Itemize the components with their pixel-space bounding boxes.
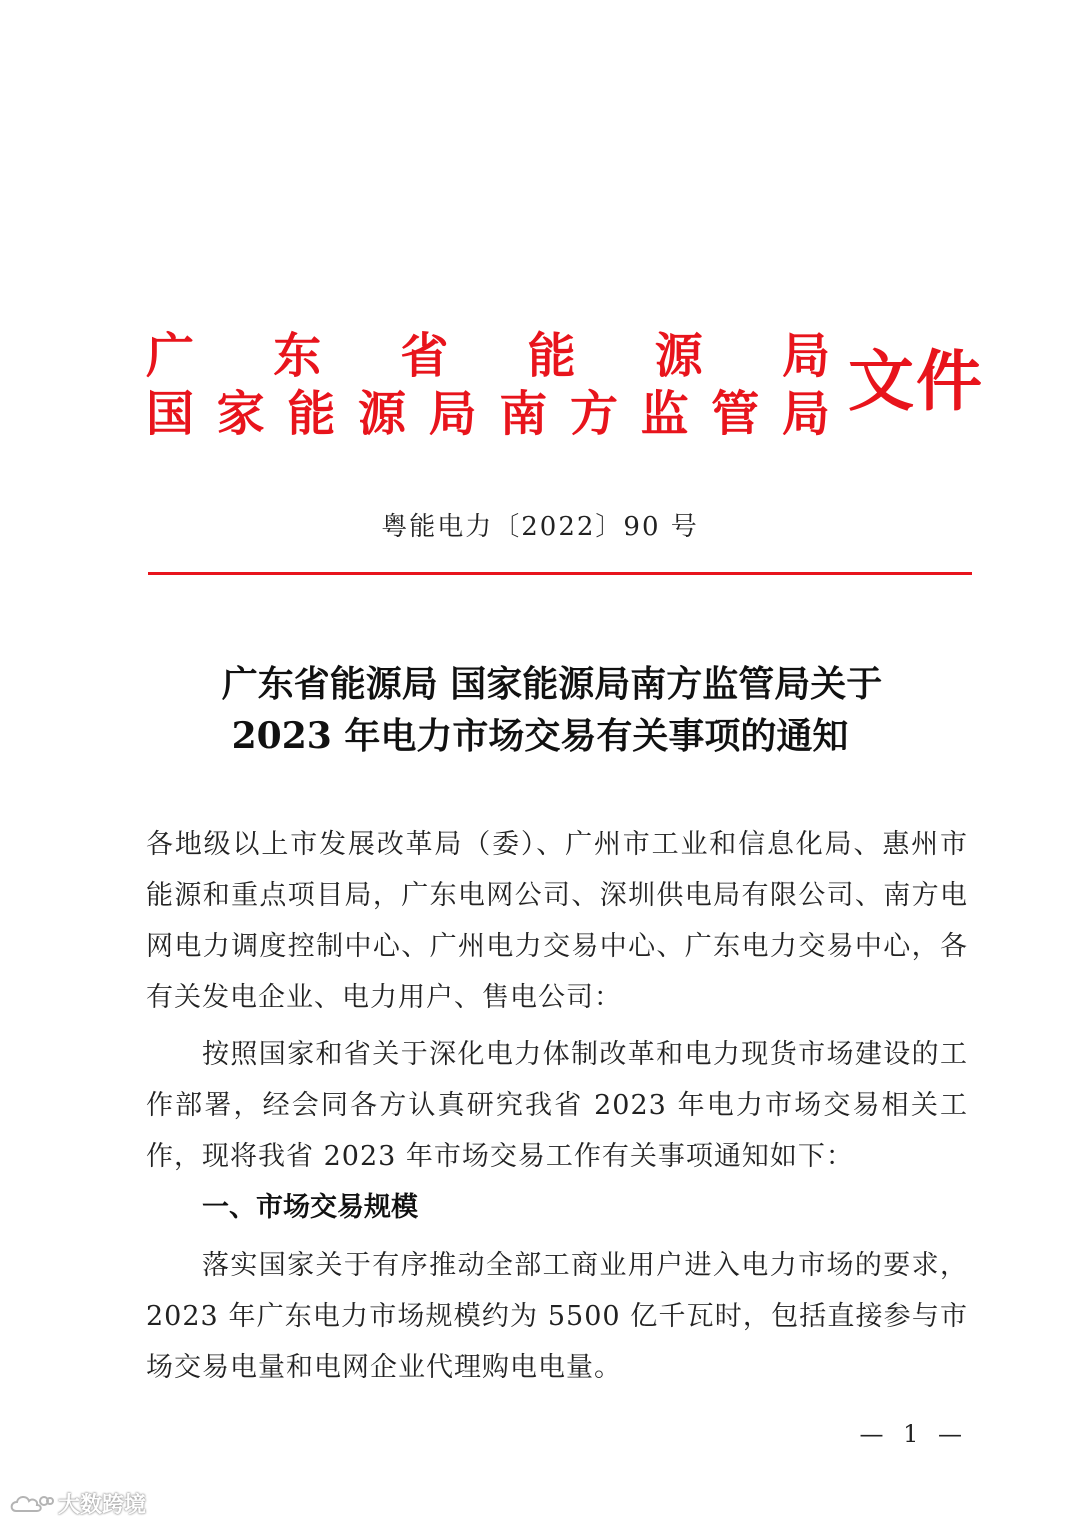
section-heading-market-scale: 一、市场交易规模 [202, 1192, 418, 1223]
issuer-char: 局 [428, 386, 477, 442]
addressee-list: 各地级以上市发展改革局（委）、广州市工业和信息化局、惠州市能源和重点项目局，广东电网公司、深圳供电局有限公司、南方电网电力调度控制中心、广州电力交易中心、广东电力交易中心，各有关发电企业、电力用户、售电公司： [146, 829, 968, 1013]
issuer-line-nea-southern-regulatory-bureau [146, 388, 830, 440]
issuer-char: 国 [146, 386, 195, 442]
issuer-char: 家 [216, 386, 265, 442]
market-scale-paragraph: 落实国家关于有序推动全部工商业用户进入电力市场的要求，2023 年广东电力市场规模约为 5500 亿千瓦时，包括直接参与市场交易电量和电网企业代理购电电量。 [146, 1250, 968, 1383]
issuer-char: 源 [654, 328, 703, 384]
issuer-char: 局 [781, 386, 830, 442]
document-type-label: 文件 [848, 342, 984, 420]
document-number: 粤能电力〔2022〕90 号 [381, 512, 699, 542]
issuer-char: 东 [273, 328, 322, 384]
issuer-line-guangdong-energy-bureau [146, 330, 830, 382]
intro-paragraph: 按照国家和省关于深化电力体制改革和电力现货市场建设的工作部署，经会同各方认真研究我省 2023 年电力市场交易相关工作，现将我省 2023 年市场交易工作有关事项通知如下： [146, 1039, 968, 1172]
cloud-logo-icon [8, 1491, 54, 1517]
issuer-char: 南 [499, 386, 548, 442]
issuer-char: 能 [527, 328, 576, 384]
red-divider-line [148, 572, 972, 575]
issuer-char: 能 [287, 386, 336, 442]
watermark-text: 大数跨境 [58, 1493, 147, 1518]
notice-title-line-2: 2023 年电力市场交易有关事项的通知 [231, 715, 849, 757]
notice-title-line-1: 广东省能源局 国家能源局南方监管局关于 [221, 663, 883, 705]
issuer-char: 局 [781, 328, 830, 384]
page-number: — 1 — [859, 1420, 968, 1448]
issuer-char: 源 [357, 386, 406, 442]
issuer-char: 方 [569, 386, 618, 442]
issuer-char: 广 [146, 328, 195, 384]
issuer-char: 省 [400, 328, 449, 384]
issuer-char: 管 [711, 386, 760, 442]
issuer-char: 监 [640, 386, 689, 442]
watermark [8, 1488, 146, 1519]
